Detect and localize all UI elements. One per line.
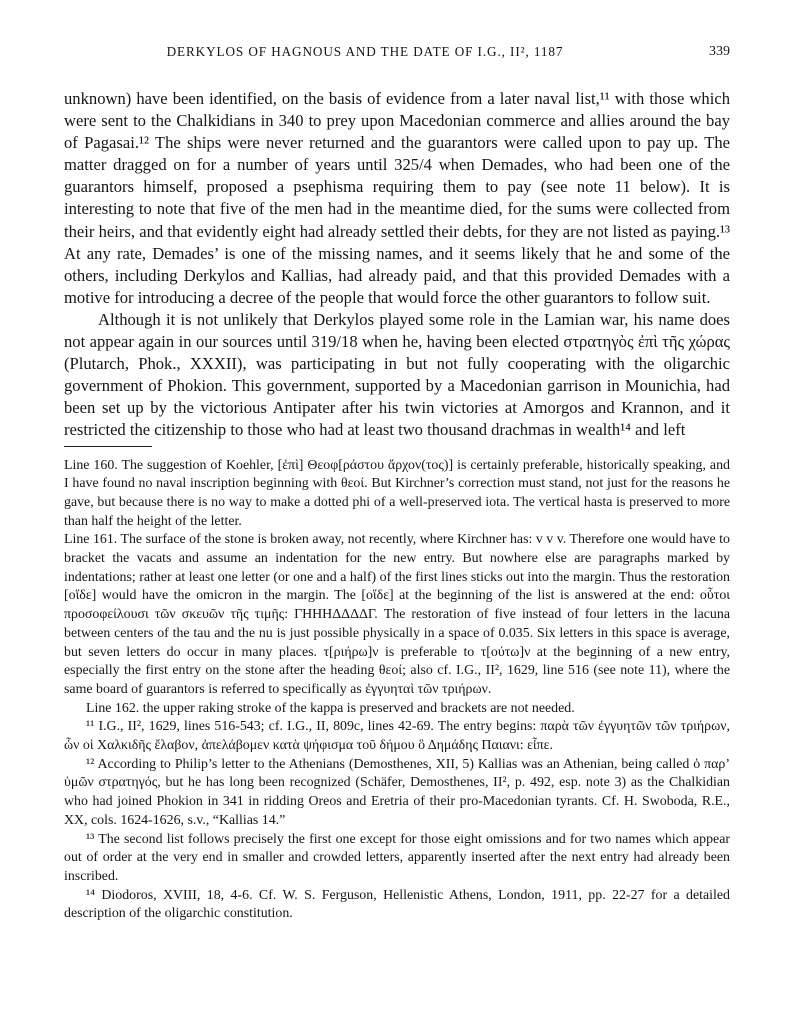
- footnote-separator: [64, 446, 152, 447]
- page-number: 339: [709, 44, 730, 59]
- running-header: [64, 44, 730, 68]
- note-line-160: Line 160. The suggestion of Koehler, [ἐπὶ] Θεοφ[ράστου ἄρχον(τος)] is certainly preferable, historically speaking, and I have found no naval inscription beginning with θεοί. But Kirchner’s correction must stand, not just for the reasons he gave, but because there is no way to make a dotted phi of a well-preserved iota. The vertical hasta is preserved to more than half the height of the letter.: [64, 457, 730, 529]
- footnotes: [64, 457, 730, 925]
- footnote-13: ¹³ The second list follows precisely the first one except for those eight omissions and for two names which appear out of order at the very end in smaller and crowded letters, apparently inserted after the next entry had already been inscribed.: [64, 831, 730, 884]
- footnote-14: ¹⁴ Diodoros, XVIII, 18, 4-6. Cf. W. S. Ferguson, Hellenistic Athens, London, 1911, pp. 22-27 for a detailed description of the oligarchic constitution.: [64, 887, 730, 922]
- running-title: DERKYLOS OF HAGNOUS AND THE DATE OF I.G., II², 1187: [166, 44, 564, 59]
- main-text: [64, 88, 730, 442]
- page: [64, 44, 730, 924]
- footnote-12: ¹² According to Philip’s letter to the Athenians (Demosthenes, XII, 5) Kallias was an Athenian, being called ὁ παρ’ ὑμῶν στρατηγός, but he has long been recognized (Schäfer, Demosthenes, II², p. 492, esp. note 3) as the Chalkidian who had joined Phokion in 341 in ridding Oreos and Eretria of their pro-Macedonian tyrants. Cf. H. Swoboda, R.E., XX, cols. 1624-1626, s.v., “Kallias 14.”: [64, 756, 730, 828]
- footnote-11: ¹¹ I.G., II², 1629, lines 516-543; cf. I.G., II, 809c, lines 42-69. The entry begins: παρὰ τῶν ἐγγυητῶν τῶν τριήρων, ὧν οἱ Χαλκιδῆς ἔλαβον, ἀπελάβομεν κατὰ ψήφισμα τοῦ δήμου ὃ Δημάδης Παιανι: εἶπε.: [64, 719, 730, 754]
- note-line-162: Line 162. the upper raking stroke of the kappa is preserved and brackets are not needed.: [86, 700, 575, 716]
- paragraph-2: Although it is not unlikely that Derkylos played some role in the Lamian war, his name does not appear again in our sources until 319/18 when he, having been elected στρατηγὸς ἐπὶ τῆς χώρας (Plutarch, Phok., XXXII), was participating in but not fully cooperating with the oligarchic government of Phokion. This government, supported by a Macedonian garrison in Mounichia, had been set up by the victorious Antipater after his twin victories at Amorgos and Krannon, and it restricted the citizenship to those who had at least two thousand drachmas in wealth¹⁴ and left: [64, 309, 730, 440]
- paragraph-1: unknown) have been identified, on the basis of evidence from a later naval list,¹¹ with those which were sent to the Chalkidians in 340 to prey upon Macedonian commerce and allies around the bay of Pagasai.¹² The ships were never returned and the guarantors were called upon to pay up. The matter dragged on for a number of years until 325/4 when Demades, who had been one of the guarantors himself, proposed a psephisma requiring them to pay (see note 11 below). It is interesting to note that five of the men had in the meantime died, for the sums were collected from their heirs, and that evidently eight had already settled their debts, for they are not listed as paying.¹³ At any rate, Demades’ is one of the missing names, and it seems likely that he and some of the others, including Derkylos and Kallias, had already paid, and that this provided Demades with a motive for introducing a decree of the people that would force the other guarantors to follow suit.: [64, 89, 730, 307]
- note-line-161: Line 161. The surface of the stone is broken away, not recently, where Kirchner has: v v v. Therefore one would have to bracket the vacats and assume an indentation for the new entry. But nowhere else are paragraphs marked by indentations; rather at least one letter (or one and a half) of the first lines sticks out into the margin. Thus the restoration [οἵδε] would have the omicron in the margin. The [οἵδε] at the beginning of the list is answered at the end: οὗτοι προσοφείλουσι τῶν σκευῶν τῆς τιμῆς: ΓΗΗΗΔΔΔΔΓ. The restoration of five instead of four letters in the lacuna between centers of the tau and the nu is just possible physically in a space of 0.035. Six letters in this space is average, but seven letters do occur in many places. τ[ριήρω]ν is preferable to τ[ούτω]ν at the beginning of a new entry, especially the first entry on the stone after the heading θεοί; also cf. I.G., II², 1629, line 516 (see note 11), where the same board of guarantors is referred to specifically as ἐγγυηταὶ τῶν τριήρων.: [64, 532, 730, 697]
